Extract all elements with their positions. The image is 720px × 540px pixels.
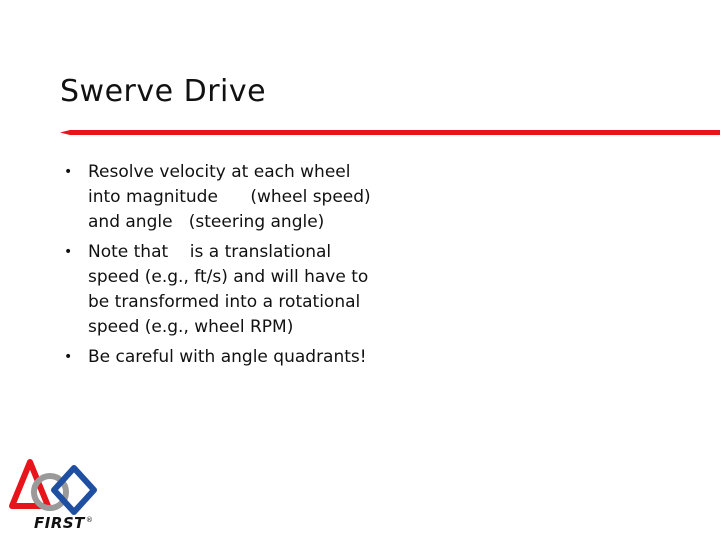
bullet-line: speed (e.g., ft/s) and will have to (88, 267, 369, 287)
title-underline (60, 130, 720, 135)
bullet-line: and angle (steering angle) (88, 212, 325, 232)
bullet-line: into magnitude (wheel speed) (88, 187, 371, 207)
bullet-list (60, 160, 440, 375)
bullet-line: Note that is a translational (88, 242, 332, 262)
bullet-line: Resolve velocity at each wheel (88, 162, 351, 182)
bullet-item (60, 160, 440, 235)
bullet-item (60, 240, 440, 340)
bullet-marker: • (64, 244, 73, 260)
bullet-line: be transformed into a rotational (88, 292, 361, 312)
bullet-marker: • (64, 164, 73, 180)
first-logo-wordmark: FIRST® (34, 514, 94, 532)
registered-mark: ® (85, 516, 94, 524)
bullet-marker: • (64, 349, 73, 365)
bullet-line: speed (e.g., wheel RPM) (88, 317, 294, 337)
bullet-item (60, 345, 440, 370)
slide-title: Swerve Drive (60, 74, 267, 109)
bullet-line: Be careful with angle quadrants! (88, 347, 367, 367)
